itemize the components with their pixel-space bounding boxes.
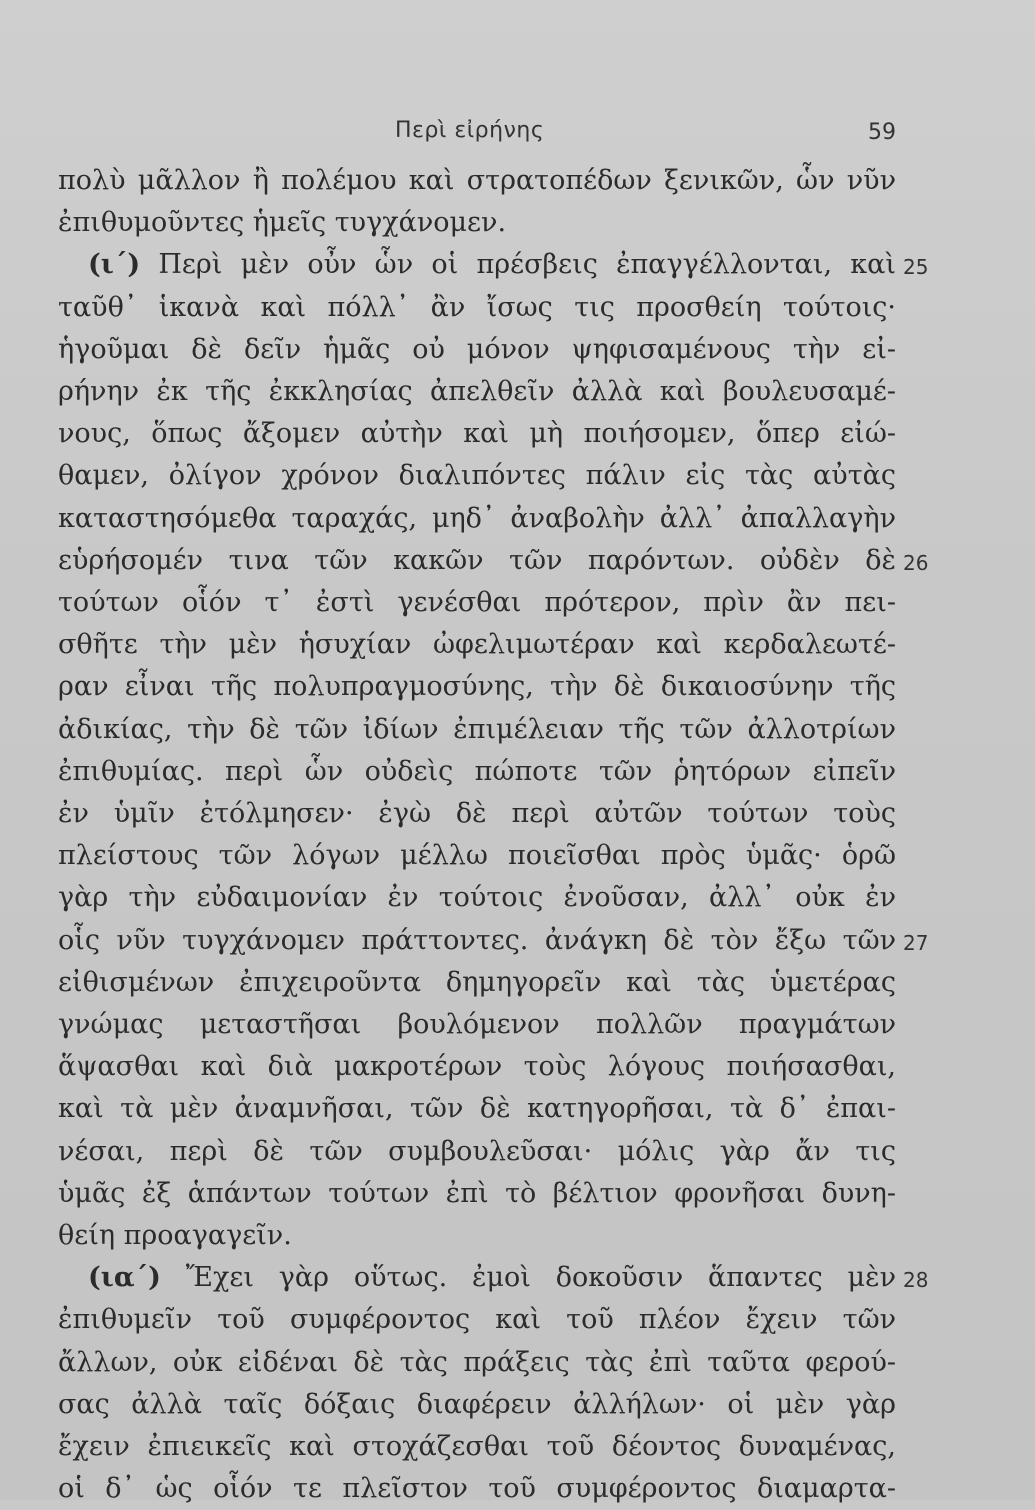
line-text: ραν εἶναι τῆς πολυπραγμοσύνης, τὴν δὲ δικαιοσύνην τῆς [58,671,896,703]
text-line [58,540,896,582]
text-line [58,1004,896,1046]
line-text: πολὺ μᾶλλον ἢ πολέμου καὶ στρατοπέδων ξενικῶν, ὧν νῦν [58,165,896,196]
text-line [58,371,896,413]
margin-section-number: 27 [903,930,929,955]
text-line [58,1088,896,1130]
line-text: Ἔχει γὰρ οὕτως. ἐμοὶ δοκοῦσιν ἅπαντες μὲν [160,1262,896,1294]
line-text: σθῆτε τὴν μὲν ἡσυχίαν ὠφελιμωτέραν καὶ κερδαλεωτέ- [58,629,896,661]
line-text: ἐπιθυμίας. περὶ ὧν οὐδεὶς πώποτε τῶν ῥητόρων εἰπεῖν [58,755,896,787]
line-text: ἐπιθυμεῖν τοῦ συμφέροντος καὶ τοῦ πλέον ἔχειν τῶν [58,1304,896,1336]
text-line [58,1426,896,1468]
text-line [58,1342,896,1384]
text-line [58,624,896,666]
line-text: θείη προαγαγεῖν. [58,1220,292,1251]
margin-section-number: 28 [903,1268,929,1293]
text-line [58,202,896,244]
line-text: πλείστους τῶν λόγων μέλλω ποιεῖσθαι πρὸς ὑμᾶς· ὁρῶ [58,840,896,872]
text-line [58,1299,896,1341]
text-line [58,751,896,793]
line-text: ἡγοῦμαι δὲ δεῖν ἡμᾶς οὐ μόνον ψηφισαμένους τὴν εἰ- [58,333,896,365]
line-text: ἅψασθαι καὶ διὰ μακροτέρων τοὺς λόγους ποιήσασθαι, [58,1051,896,1083]
line-text: ἐν ὑμῖν ἐτόλμησεν· ἐγὼ δὲ περὶ αὐτῶν τούτων τοὺς [58,798,896,829]
line-text: σας ἀλλὰ ταῖς δόξαις διαφέρειν ἀλλήλων· οἱ μὲν γὰρ [58,1388,896,1420]
line-text: θαμεν, ὀλίγον χρόνον διαλιπόντες πάλιν εἰς τὰς αὐτὰς [58,460,896,492]
line-text: ἔχειν ἐπιεικεῖς καὶ στοχάζεσθαι τοῦ δέοντος δυναμένας, [58,1431,896,1462]
margin-section-number: 26 [903,550,929,575]
line-text: γνώμας μεταστῆσαι βουλόμενον πολλῶν πραγμάτων [58,1009,896,1040]
margin-section-number: 25 [903,255,929,280]
text-line [58,329,896,371]
text-line [58,498,896,540]
line-text: καταστησόμεθα ταραχάς, μηδ᾽ ἀναβολὴν ἀλλ᾽ ἀπαλλαγὴν [58,502,896,534]
line-text: ρήνην ἐκ τῆς ἐκκλησίας ἀπελθεῖν ἀλλὰ καὶ βουλευσαμέ- [58,376,896,407]
line-text: Περὶ μὲν οὖν ὧν οἱ πρέσβεις ἐπαγγέλλονται, καὶ [140,249,896,281]
text-line [58,1215,896,1257]
text-line [58,455,896,497]
page-number: 59 [868,120,896,145]
text-line [58,582,896,624]
text-line [58,877,896,919]
text-line [58,1384,896,1426]
line-text: νους, ὅπως ἄξομεν αὐτὴν καὶ μὴ ποιήσομεν, ὅπερ εἰώ- [58,418,896,450]
line-text: γὰρ τὴν εὐδαιμονίαν ἐν τούτοις ἐνοῦσαν, ἀλλ᾽ οὐκ ἐν [58,882,896,914]
line-text: ὑμᾶς ἐξ ἁπάντων τούτων ἐπὶ τὸ βέλτιον φρονῆσαι δυνη- [58,1177,896,1209]
line-text: εὑρήσομέν τινα τῶν κακῶν τῶν παρόντων. οὐδὲν δὲ [58,544,896,576]
line-text: καὶ τὰ μὲν ἀναμνῆσαι, τῶν δὲ κατηγορῆσαι, τὰ δ᾽ ἐπαι- [58,1093,896,1125]
line-text: ἀδικίας, τὴν δὲ τῶν ἰδίων ἐπιμέλειαν τῆς τῶν ἀλλοτρίων [58,713,896,745]
line-text: νέσαι, περὶ δὲ τῶν συμβουλεῦσαι· μόλις γὰρ ἄν τις [58,1135,896,1167]
line-text: τούτων οἷόν τ᾽ ἐστὶ γενέσθαι πρότερον, πρὶν ἂν πει- [58,587,896,618]
line-text: οἱ δ᾽ ὡς οἷόν τε πλεῖστον τοῦ συμφέροντος διαμαρτα- [58,1473,896,1505]
line-text: ἐπιθυμοῦντες ἡμεῖς τυγχάνομεν. [58,207,507,239]
text-line [58,287,896,329]
text-line [88,1257,896,1299]
line-text: ἄλλων, οὐκ εἰδέναι δὲ τὰς πράξεις τὰς ἐπὶ ταῦτα φερού- [58,1346,896,1378]
text-line [58,160,896,202]
line-text: οἷς νῦν τυγχάνομεν πράττοντες. ἀνάγκη δὲ τὸν ἔξω τῶν [58,924,896,956]
line-text: ταῦθ᾽ ἱκανὰ καὶ πόλλ᾽ ἂν ἴσως τις προσθείη τούτοις· [58,291,896,323]
section-marker: (ι´) [88,249,141,281]
running-title: Περὶ εἰρήνης [395,118,545,143]
text-line [58,1046,896,1088]
text-line [58,793,896,835]
text-line [58,835,896,877]
text-line [88,244,896,286]
text-line [58,709,896,751]
text-line [58,962,896,1004]
section-marker: (ια´) [88,1262,161,1294]
text-line [58,1131,896,1173]
text-line [58,666,896,708]
text-line [58,1468,896,1510]
text-line [58,413,896,455]
line-text: εἰθισμένων ἐπιχειροῦντα δημηγορεῖν καὶ τὰς ὑμετέρας [58,966,896,998]
text-line [58,1173,896,1215]
text-line [58,920,896,962]
